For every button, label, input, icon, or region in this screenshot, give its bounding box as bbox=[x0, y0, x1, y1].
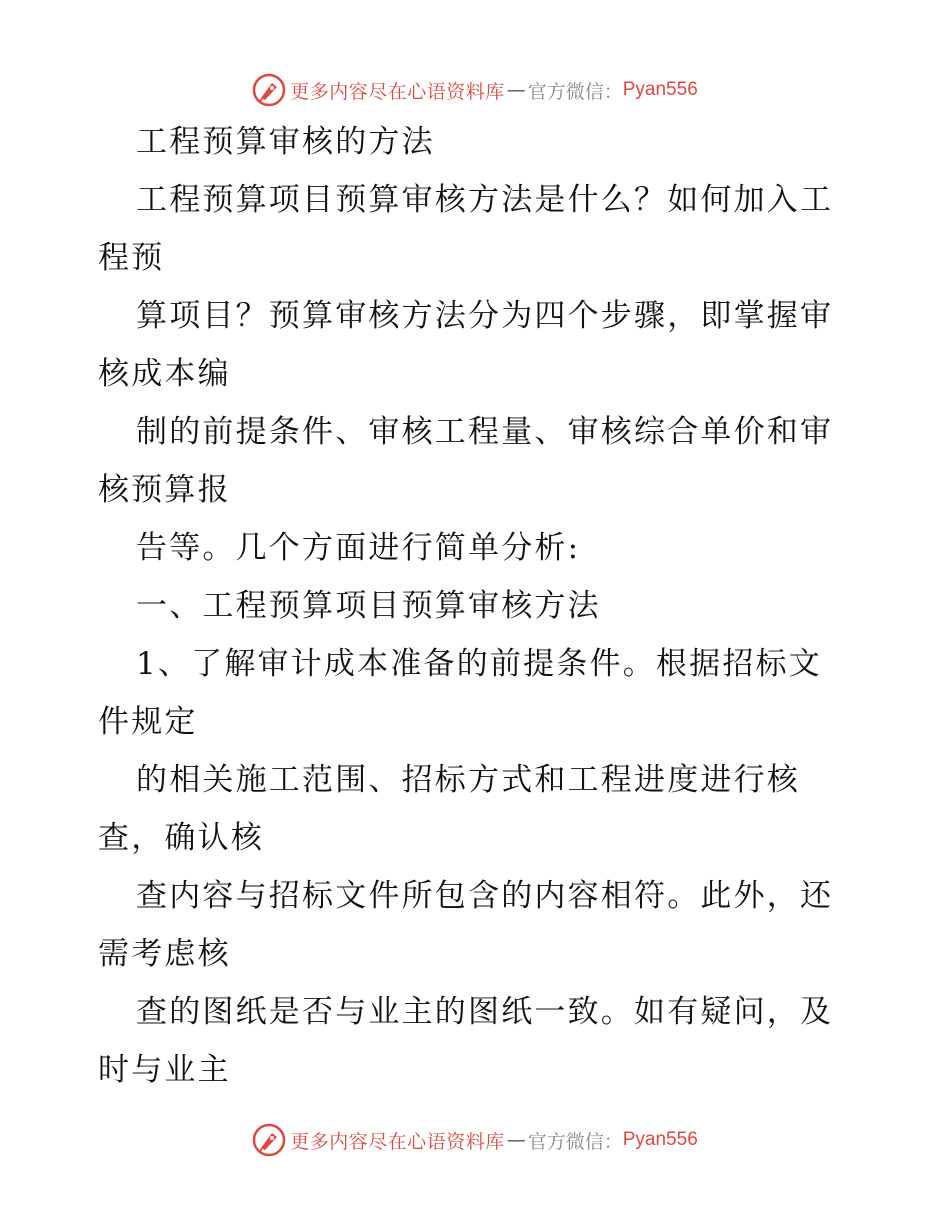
section-heading: 一、工程预算项目预算审核方法 bbox=[136, 588, 601, 624]
doc-line: 程预 bbox=[98, 240, 165, 276]
doc-line: 的相关施工范围、招标方式和工程进度进行核 bbox=[136, 762, 800, 798]
doc-line: 算项目？预算审核方法分为四个步骤，即掌握审 bbox=[136, 298, 834, 334]
doc-line: 查内容与招标文件所包含的内容相符。此外，还 bbox=[136, 878, 834, 914]
doc-line: 件规定 bbox=[98, 704, 198, 740]
banner-separator: — bbox=[506, 79, 526, 101]
doc-line: 工程预算项目预算审核方法是什么？如何加入工 bbox=[136, 182, 834, 218]
doc-line: 查，确认核 bbox=[98, 820, 264, 856]
pen-nib-logo-icon bbox=[252, 1123, 286, 1157]
banner-separator: — bbox=[506, 1129, 526, 1151]
banner-wechat-id: Pyan556 bbox=[622, 79, 698, 100]
footer-banner bbox=[0, 1120, 950, 1160]
banner-wechat-label: 官方微信： bbox=[527, 80, 623, 103]
doc-line: 需考虑核 bbox=[98, 936, 231, 972]
doc-line: 告等。几个方面进行简单分析: bbox=[136, 530, 581, 566]
doc-line: 查的图纸是否与业主的图纸一致。如有疑问，及 bbox=[136, 994, 834, 1030]
doc-line: 1、了解审计成本准备的前提条件。根据招标文 bbox=[136, 646, 822, 682]
header-banner bbox=[0, 70, 950, 110]
banner-wechat-id: Pyan556 bbox=[622, 1129, 698, 1150]
pen-nib-logo-icon bbox=[252, 73, 286, 107]
doc-line: 时与业主 bbox=[98, 1052, 231, 1088]
banner-wechat-label: 官方微信： bbox=[527, 1130, 623, 1153]
doc-line: 核成本编 bbox=[98, 356, 231, 392]
doc-line: 制的前提条件、审核工程量、审核综合单价和审 bbox=[136, 414, 834, 450]
banner-title: 更多内容尽在心语资料库 bbox=[290, 1130, 505, 1153]
doc-line: 核预算报 bbox=[98, 472, 231, 508]
doc-title: 工程预算审核的方法 bbox=[136, 124, 435, 160]
banner-title: 更多内容尽在心语资料库 bbox=[290, 80, 505, 103]
